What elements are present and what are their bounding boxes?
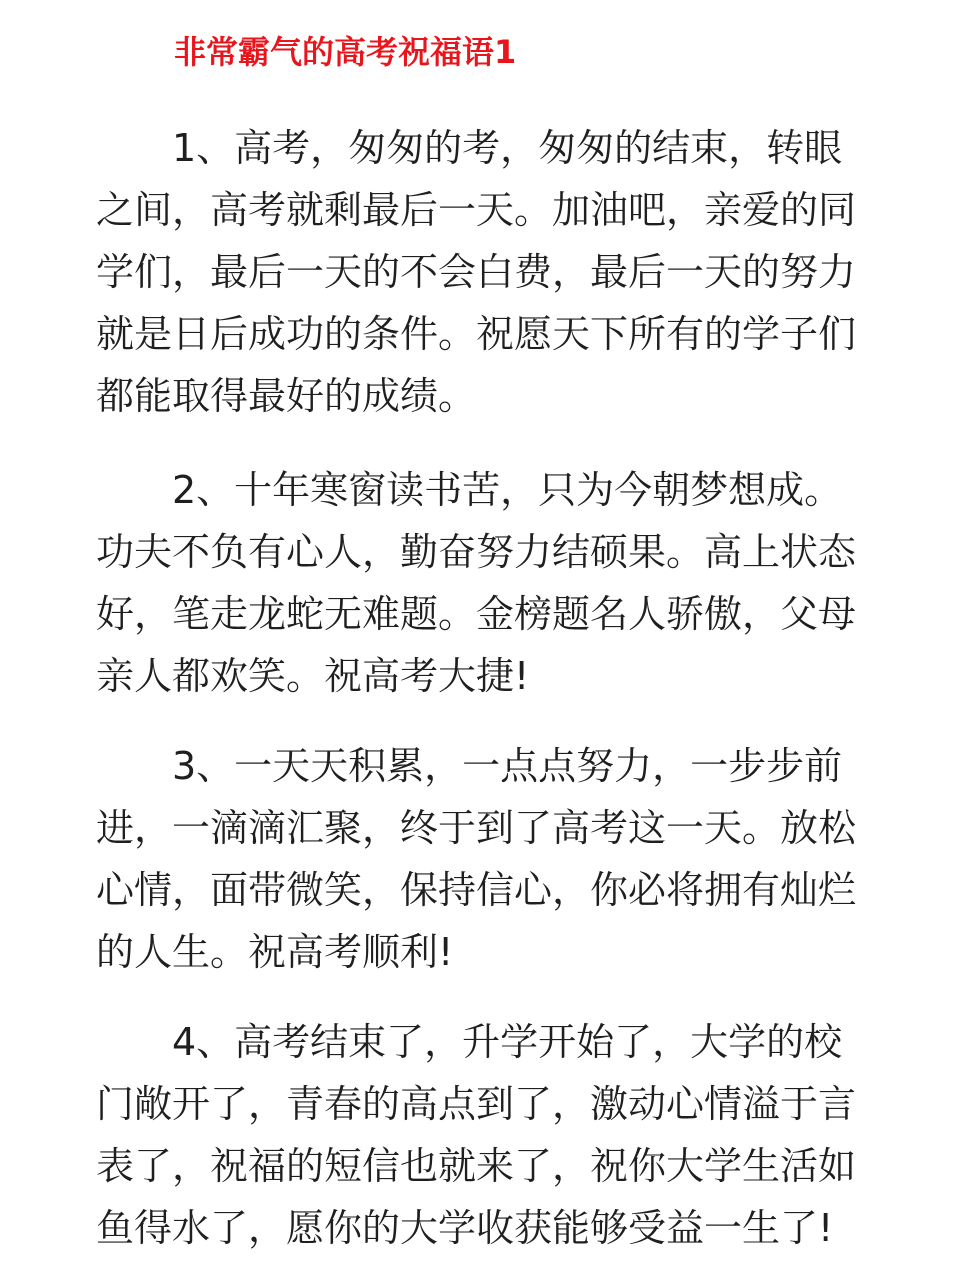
- blessing-paragraph-2: 2、十年寒窗读书苦，只为今朝梦想成。功夫不负有心人，勤奋努力结硕果。高上状态好，笔走龙蛇无难题。金榜题名人骄傲，父母亲人都欢笑。祝高考大捷!: [96, 468, 857, 698]
- blessing-paragraph-4: 4、高考结束了，升学开始了，大学的校门敞开了，青春的高点到了，激动心情溢于言表了，祝福的短信也就来了，祝你大学生活如鱼得水了，愿你的大学收获能够受益一生了!: [96, 1020, 857, 1250]
- document-title: 非常霸气的高考祝福语1: [174, 33, 517, 71]
- blessing-paragraph-1: 1、高考，匆匆的考，匆匆的结束，转眼之间，高考就剩最后一天。加油吧，亲爱的同学们，最后一天的不会白费，最后一天的努力就是日后成功的条件。祝愿天下所有的学子们都能取得最好的成绩。: [96, 126, 857, 418]
- blessing-paragraph-3: 3、一天天积累，一点点努力，一步步前进，一滴滴汇聚，终于到了高考这一天。放松心情，面带微笑，保持信心，你必将拥有灿烂的人生。祝高考顺利!: [96, 744, 857, 974]
